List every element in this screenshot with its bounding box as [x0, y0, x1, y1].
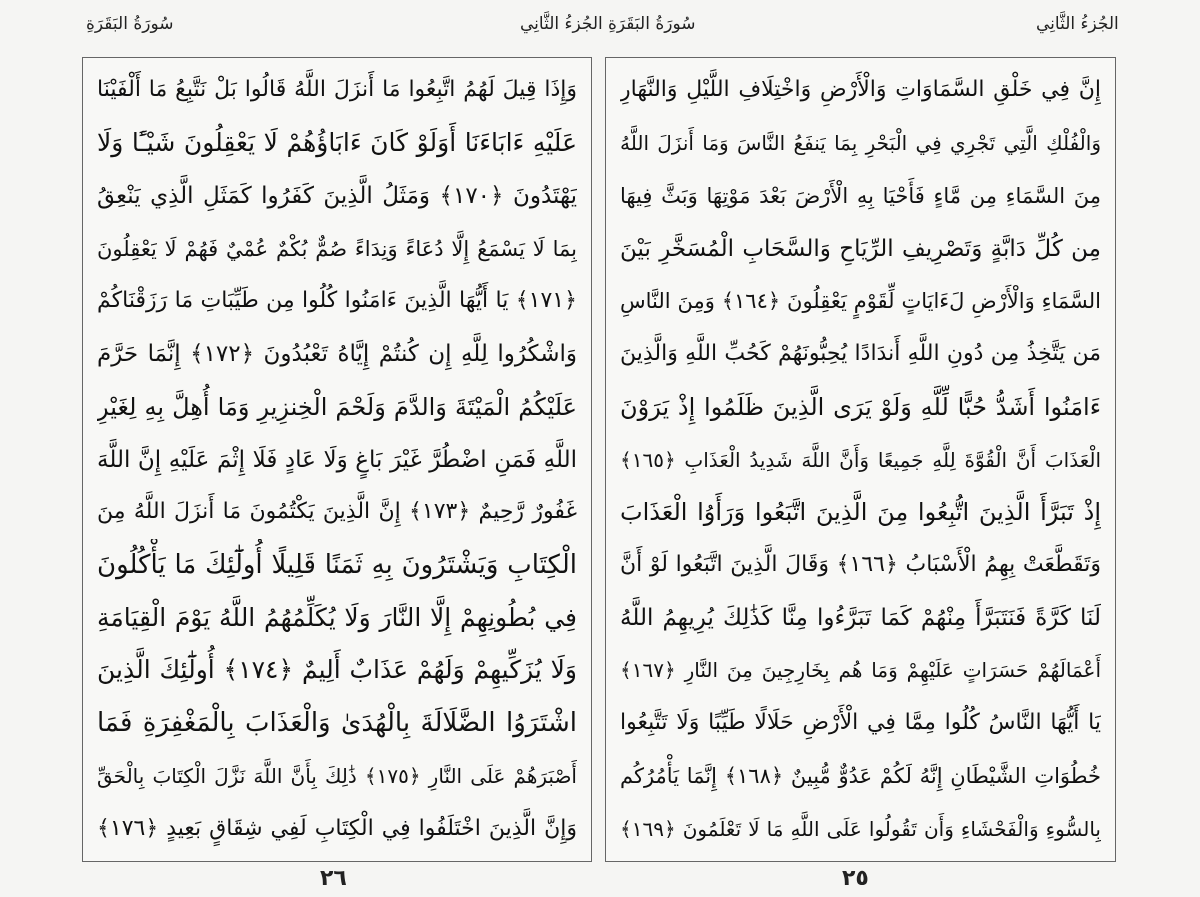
verse-line-text: ﴿١٧١﴾ يَا أَيُّهَا الَّذِينَ ءَامَنُوا كُلُوا مِن طَيِّبَاتِ مَا رَزَقْنَاكُمْ: [97, 288, 577, 314]
verse-line: [97, 644, 577, 697]
left-page-number: ٢٦: [320, 866, 347, 891]
left-page-header-surah: سُورَةُ البَقَرَةِ: [86, 14, 174, 34]
verse-line: [97, 802, 577, 855]
verse-line: [620, 644, 1101, 697]
verse-line-text: الْعَذَابَ أَنَّ الْقُوَّةَ لِلَّهِ جَمِيعًا وَأَنَّ اللَّهَ شَدِيدُ الْعَذَابِ ﴿١٦٥﴾: [620, 447, 1101, 472]
verse-line: [620, 802, 1101, 855]
left-page-text: [97, 64, 577, 855]
verse-line-text: خُطُوَاتِ الشَّيْطَانِ إِنَّهُ لَكُمْ عَدُوٌّ مُّبِينٌ ﴿١٦٨﴾ إِنَّمَا يَأْمُرُكُم: [620, 763, 1101, 788]
verse-line: [97, 64, 577, 117]
verse-line: [620, 539, 1101, 592]
verse-line-text: عَلَيْكُمُ الْمَيْتَةَ وَالدَّمَ وَلَحْمَ الْخِنزِيرِ وَمَا أُهِلَّ بِهِ لِغَيْرِ: [97, 392, 577, 421]
verse-line-text: وَاشْكُرُوا لِلَّهِ إِن كُنتُمْ إِيَّاهُ تَعْبُدُونَ ﴿١٧٢﴾ إِنَّمَا حَرَّمَ: [97, 341, 577, 368]
verse-line-text: يَا أَيُّهَا النَّاسُ كُلُوا مِمَّا فِي الْأَرْضِ حَلَالًا طَيِّبًا وَلَا تَتَّبِعُوا: [620, 710, 1101, 736]
verse-line: [620, 117, 1101, 170]
verse-line: [620, 380, 1101, 433]
verse-line-text: مِنَ السَّمَاءِ مِن مَّاءٍ فَأَحْيَا بِهِ الْأَرْضَ بَعْدَ مَوْتِهَا وَبَثَّ فِيهَا: [620, 183, 1101, 208]
verse-line-text: فِي بُطُونِهِمْ إِلَّا النَّارَ وَلَا يُكَلِّمُهُمُ اللَّهُ يَوْمَ الْقِيَامَةِ: [97, 602, 577, 632]
verse-line: [620, 697, 1101, 750]
verse-line: [97, 697, 577, 750]
verse-line: [97, 169, 577, 222]
verse-line: [97, 380, 577, 433]
right-page-number: ٢٥: [842, 866, 869, 891]
verse-line-text: مِن كُلِّ دَابَّةٍ وَتَصْرِيفِ الرِّيَاحِ وَالسَّحَابِ الْمُسَخَّرِ بَيْنَ: [620, 235, 1101, 262]
verse-line: [97, 750, 577, 803]
verse-line: [97, 328, 577, 381]
verse-line: [620, 433, 1101, 486]
verse-line: [620, 275, 1101, 328]
verse-line-text: إِذْ تَبَرَّأَ الَّذِينَ اتُّبِعُوا مِنَ الَّذِينَ اتَّبَعُوا وَرَأَوُا الْعَذَابَ: [620, 498, 1101, 527]
verse-line-text: أَعْمَالَهُمْ حَسَرَاتٍ عَلَيْهِمْ وَمَا هُم بِخَارِجِينَ مِنَ النَّارِ ﴿١٦٧﴾: [620, 658, 1101, 683]
verse-line: [620, 222, 1101, 275]
verse-line: [620, 591, 1101, 644]
verse-line: [620, 486, 1101, 539]
verse-line-text: السَّمَاءِ وَالْأَرْضِ لَءَايَاتٍ لِّقَوْمٍ يَعْقِلُونَ ﴿١٦٤﴾ وَمِنَ النَّاسِ: [620, 289, 1101, 314]
verse-line-text: أَصْبَرَهُمْ عَلَى النَّارِ ﴿١٧٥﴾ ذَٰلِكَ بِأَنَّ اللَّهَ نَزَّلَ الْكِتَابَ بِالْحَقِّ: [97, 763, 577, 788]
verse-line-text: اللَّهِ فَمَنِ اضْطُرَّ غَيْرَ بَاغٍ وَلَا عَادٍ فَلَا إِثْمَ عَلَيْهِ إِنَّ اللَّهَ: [97, 446, 577, 473]
left-page-frame: [82, 57, 592, 862]
verse-line-text: غَفُورٌ رَّحِيمٌ ﴿١٧٣﴾ إِنَّ الَّذِينَ يَكْتُمُونَ مَا أَنزَلَ اللَّهُ مِنَ: [97, 499, 577, 525]
verse-line-text: وَتَقَطَّعَتْ بِهِمُ الْأَسْبَابُ ﴿١٦٦﴾ وَقَالَ الَّذِينَ اتَّبَعُوا لَوْ أَنَّ: [620, 551, 1101, 577]
verse-line-text: وَإِنَّ الَّذِينَ اخْتَلَفُوا فِي الْكِتَابِ لَفِي شِقَاقٍ بَعِيدٍ ﴿١٧٦﴾: [97, 815, 577, 841]
verse-line: [97, 433, 577, 486]
verse-line-text: لَنَا كَرَّةً فَنَتَبَرَّأَ مِنْهُمْ كَمَا تَبَرَّءُوا مِنَّا كَذَٰلِكَ يُرِيهِمُ اللَّهُ: [620, 604, 1101, 631]
left-page-header-juz: الجُزءُ الثَّانِي: [520, 14, 603, 34]
verse-line-text: مَن يَتَّخِذُ مِن دُونِ اللَّهِ أَندَادًا يُحِبُّونَهُمْ كَحُبِّ اللَّهِ وَالَّذِينَ: [620, 341, 1101, 367]
verse-line: [97, 486, 577, 539]
right-page-frame: [605, 57, 1116, 862]
verse-line: [620, 328, 1101, 381]
right-page-header-surah: سُورَةُ البَقَرَةِ: [608, 14, 696, 34]
verse-line: [97, 222, 577, 275]
verse-line-text: ءَامَنُوا أَشَدُّ حُبًّا لِّلَّهِ وَلَوْ يَرَى الَّذِينَ ظَلَمُوا إِذْ يَرَوْنَ: [620, 392, 1101, 421]
verse-line-text: يَهْتَدُونَ ﴿١٧٠﴾ وَمَثَلُ الَّذِينَ كَفَرُوا كَمَثَلِ الَّذِي يَنْعِقُ: [97, 182, 577, 209]
verse-line: [620, 64, 1101, 117]
right-page-header-juz: الجُزءُ الثَّانِي: [1036, 14, 1119, 34]
verse-line-text: وَلَا يُزَكِّيهِمْ وَلَهُمْ عَذَابٌ أَلِيمٌ ﴿١٧٤﴾ أُولَٰٓئِكَ الَّذِينَ: [97, 655, 577, 685]
verse-line: [97, 117, 577, 170]
verse-line-text: بِمَا لَا يَسْمَعُ إِلَّا دُعَاءً وَنِدَاءً صُمٌّ بُكْمٌ عُمْيٌ فَهُمْ لَا يَعْقِلُونَ: [97, 236, 577, 261]
verse-line: [97, 591, 577, 644]
verse-line-text: وَإِذَا قِيلَ لَهُمُ اتَّبِعُوا مَا أَنزَلَ اللَّهُ قَالُوا بَلْ نَتَّبِعُ مَا أَلْفَيْنَا: [97, 77, 577, 103]
verse-line-text: وَالْفُلْكِ الَّتِي تَجْرِي فِي الْبَحْرِ بِمَا يَنفَعُ النَّاسَ وَمَا أَنزَلَ اللَّهُ: [620, 131, 1101, 156]
verse-line: [620, 750, 1101, 803]
verse-line: [620, 169, 1101, 222]
verse-line-text: الْكِتَابِ وَيَشْتَرُونَ بِهِ ثَمَنًا قَلِيلًا أُولَٰٓئِكَ مَا يَأْكُلُونَ: [97, 549, 577, 580]
verse-line: [97, 539, 577, 592]
verse-line-text: اشْتَرَوُا الضَّلَالَةَ بِالْهُدَىٰ وَالْعَذَابَ بِالْمَغْفِرَةِ فَمَا: [97, 708, 577, 739]
verse-line-text: عَلَيْهِ ءَابَاءَنَا أَوَلَوْ كَانَ ءَابَاؤُهُمْ لَا يَعْقِلُونَ شَيْـًٔا وَلَا: [97, 128, 577, 158]
verse-line: [97, 275, 577, 328]
right-page-text: [620, 64, 1101, 855]
verse-line-text: إِنَّ فِي خَلْقِ السَّمَاوَاتِ وَالْأَرْضِ وَاخْتِلَافِ اللَّيْلِ وَالنَّهَارِ: [620, 77, 1101, 103]
verse-line-text: بِالسُّوءِ وَالْفَحْشَاءِ وَأَن تَقُولُوا عَلَى اللَّهِ مَا لَا تَعْلَمُونَ ﴿١٦٩﴾: [620, 816, 1101, 841]
